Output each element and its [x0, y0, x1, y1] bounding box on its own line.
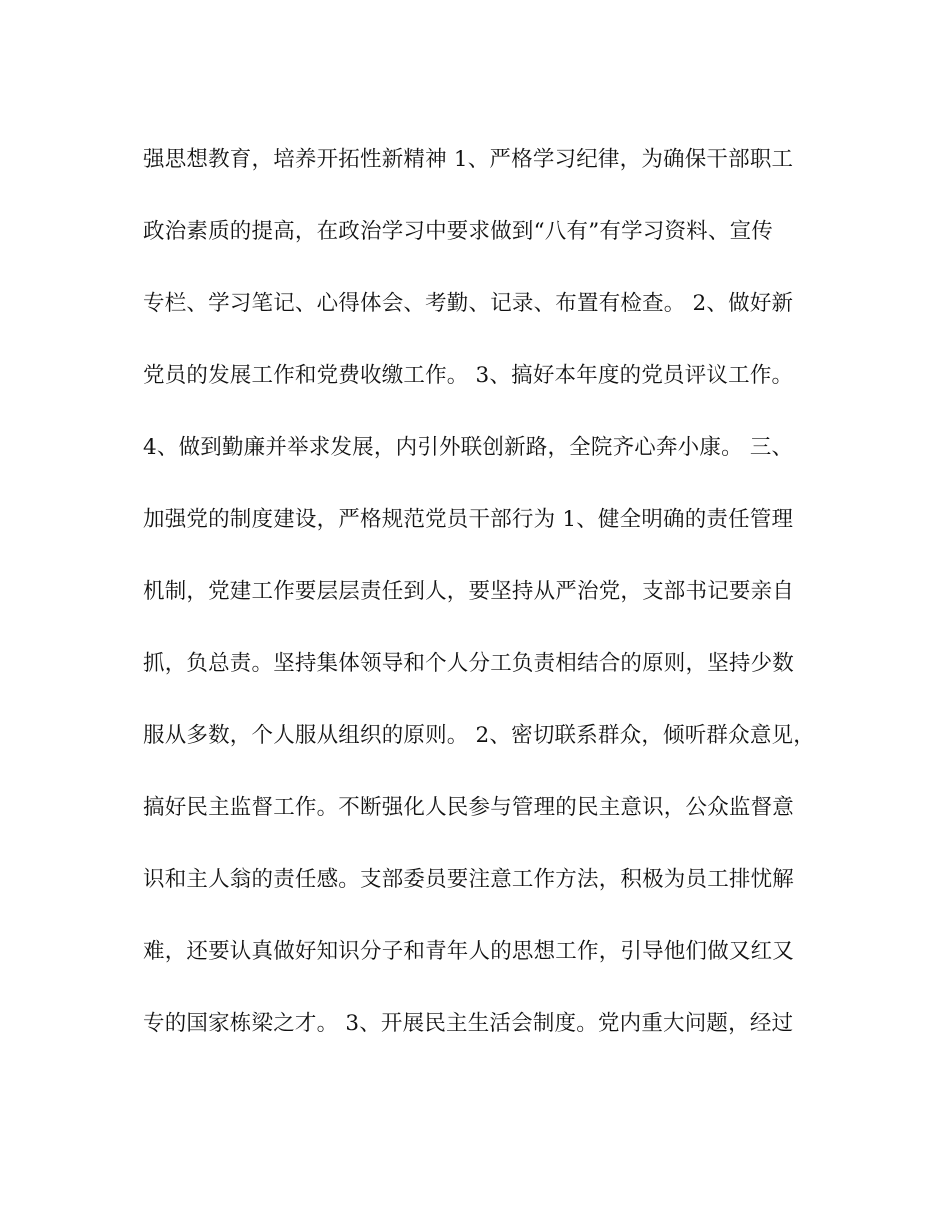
text-line: 强思想教育，培养开拓性新精神 1、严格学习纪律，为确保干部职工: [143, 147, 794, 172]
text-line: 机制，党建工作要层层责任到人，要坚持从严治党，支部书记要亲自: [143, 579, 795, 604]
text-line: 难，还要认真做好知识分子和青年人的思想工作，引导他们做又红又: [143, 939, 795, 964]
body-text: [143, 138, 823, 1074]
text-line: 专栏、学习笔记、心得体会、考勤、记录、布置有检查。 2、做好新: [143, 291, 794, 316]
text-line: 政治素质的提高，在政治学习中要求做到“八有”有学习资料、宣传: [143, 219, 773, 244]
text-line: 抓，负总责。坚持集体领导和个人分工负责相结合的原则，坚持少数: [143, 651, 795, 676]
text-line: 搞好民主监督工作。不断强化人民参与管理的民主意识，公众监督意: [143, 795, 795, 820]
text-line: 党员的发展工作和党费收缴工作。 3、搞好本年度的党员评议工作。: [143, 363, 794, 388]
text-line: 识和主人翁的责任感。支部委员要注意工作方法，积极为员工排忧解: [143, 867, 795, 892]
text-line: 加强党的制度建设，严格规范党员干部行为 1、健全明确的责任管理: [143, 507, 794, 532]
text-line: 服从多数，个人服从组织的原则。 2、密切联系群众，倾听群众意见，: [143, 723, 815, 748]
text-line: 专的国家栋梁之才。 3、开展民主生活会制度。党内重大问题，经过: [143, 1011, 794, 1036]
text-line: 4、做到勤廉并举求发展，内引外联创新路，全院齐心奔小康。 三、: [143, 435, 794, 460]
